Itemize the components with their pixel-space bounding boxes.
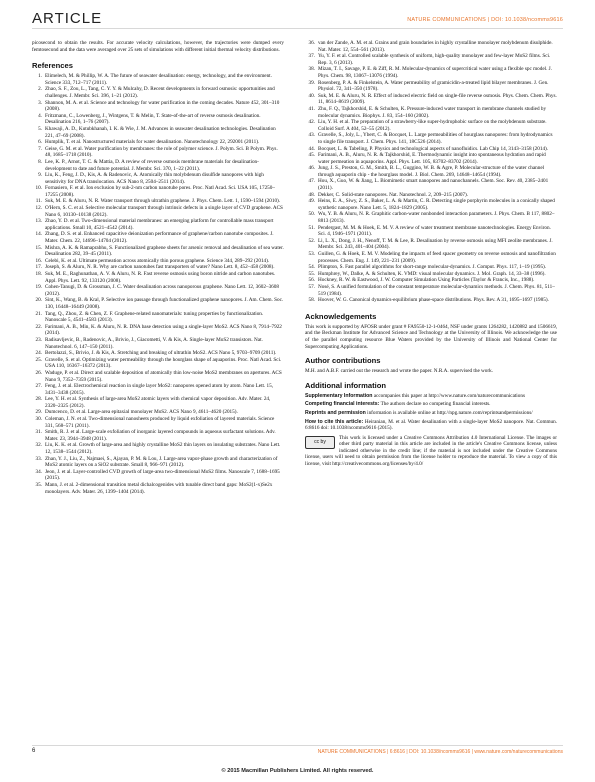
reference-number: 8.	[38, 158, 42, 165]
journal-header: NATURE COMMUNICATIONS | DOI: 10.1038/ncomms9616	[407, 17, 563, 23]
reference-item	[32, 416, 284, 429]
reference-item	[305, 225, 557, 238]
reference-text: Dekker, C. Solid-state nanopores. Nat. Nanotechnol. 2, 209–215 (2007).	[318, 191, 469, 198]
reference-text: Mishra, A. K. & Ramaprabhu, S. Functionalized graphene sheets for arsenic removal and desalination of sea water. Desalination 282, 39–45 (2011).	[45, 244, 284, 258]
reference-number: 4.	[38, 112, 42, 119]
reference-text: Guillen, G. & Hoek, E. M. V. Modeling the impacts of feed spacer geometry on reverse osmosis and nanofiltration processes. Chem. Eng. J. 149, 221–231 (2009).	[318, 251, 556, 264]
reference-item	[305, 146, 557, 153]
reference-text: Farimani, A. B., Aluru, N. R. & Tajkhorshid, E. Thermodynamic insight into spontaneous hydration and rapid water permeation in aquaporins. Appl. Phys. Lett. 105, 83702–83702 (2014).	[318, 152, 546, 165]
reference-item	[32, 231, 284, 244]
page-footer	[32, 745, 563, 765]
reference-item	[305, 284, 557, 297]
license-block	[305, 435, 557, 468]
reference-number: 11.	[35, 198, 42, 205]
reference-text: Zhao, S. F., Zou, L., Tang, C. Y. Y. & Mulcahy, D. Recent developments in forward osmosis: opportunities and challenges. J. Membr. Sci. 396, 1–21 (2012).	[45, 86, 275, 99]
reference-text: Bertolazzi, S., Brivio, J. & Kis, A. Stretching and breaking of ultrathin MoS2. ACS Nano 5, 9703–9709 (2011).	[45, 350, 277, 357]
reference-item	[305, 165, 557, 178]
reference-number: 58.	[308, 297, 315, 304]
reference-item	[32, 86, 284, 99]
reference-item	[32, 297, 284, 310]
reference-number: 21.	[35, 310, 42, 317]
reference-number: 17.	[35, 264, 42, 271]
reference-number: 18.	[35, 271, 42, 277]
reference-item	[305, 251, 557, 264]
reference-item	[32, 271, 284, 284]
reference-text: Heins, E. A., Siwy, Z. S., Baker, L. A. & Martin, C. R. Detecting single porphyrin molecules in a conically shaped synthetic nanopore. Nano Lett. 5, 1824–1829 (2005).	[318, 198, 555, 211]
reference-text: Lee, K. P., Arnot, T. C. & Mattia, D. A review of reverse osmosis membrane materials for desalination-development to date and future potential. J. Membr. Sci. 370, 1–22 (2011).	[45, 158, 259, 172]
reference-list-right	[305, 40, 557, 304]
reference-text: Suk, M. E., Raghunathan, A. V. & Aluru, N. R. Fast reverse osmosis using boron nitride and carbon nanotubes. Appl. Phys. Lett. 92, 133120 (2008).	[45, 271, 276, 284]
reference-item	[305, 40, 557, 53]
contributions-text: M.H. and A.B.F. carried out the research and wrote the paper. N.R.A. supervised the work.	[305, 368, 494, 375]
reference-item	[305, 119, 557, 132]
reference-number: 7.	[38, 145, 42, 152]
additional-info-label: Reprints and permission	[305, 409, 366, 416]
reference-item	[32, 370, 284, 383]
reference-number: 35.	[35, 482, 42, 488]
reference-number: 41.	[308, 105, 315, 112]
reference-number: 46.	[308, 165, 315, 172]
additional-info-item	[305, 419, 557, 432]
reference-text: Celebi, K. et al. Ultimate permeation across atomically thin porous graphene. Science 344, 289–292 (2014).	[45, 257, 270, 264]
reference-number: 40.	[308, 92, 315, 99]
reference-item	[305, 198, 557, 211]
reference-number: 30.	[35, 416, 42, 423]
reference-item	[32, 442, 284, 455]
reference-number: 5.	[38, 125, 42, 132]
reference-number: 19.	[35, 284, 42, 291]
acknowledgements-text: This work is supported by AFOSR under grant # FA9550-12-1-0464, NSF under grants 1264282, 1420882 and 1506619, and the Beckman Institute for Advanced Science and Technology at the University of Illinois. We acknowledge the use of the parallel computing resource Blue Waters provided by the University of Illinois and National Center for Supercomputing Applications.	[305, 323, 557, 350]
reference-item	[305, 192, 557, 199]
additional-info-item	[305, 401, 557, 408]
reference-item	[32, 146, 284, 159]
reference-text: Nosé, S. A unified formulation of the constant temperature molecular-dynamics methods. J. Chem. Phys. 81, 511–519 (1984).	[318, 283, 555, 297]
reference-item	[305, 152, 557, 165]
reference-text: Zhu, F. Q., Tajkhorshid, E. & Schulten, K. Pressure-induced water transport in membrane channels studied by molecular dynamics. Biophys. J. 83, 154–160 (2002).	[318, 105, 547, 119]
reference-item	[32, 383, 284, 396]
reference-number: 15.	[35, 244, 42, 251]
reference-number: 34.	[35, 468, 42, 475]
reference-item	[32, 324, 284, 337]
additional-info-text: accompanies this paper at http://www.nature.com/naturecommunications	[373, 392, 525, 399]
reference-number: 54.	[308, 264, 315, 271]
reference-text: Smith, R. J. et al. Large-scale exfoliation of inorganic layered compounds in aqueous surfactant solutions. Adv. Mater. 23, 3944–3948 (2011).	[45, 429, 276, 442]
reference-number: 48.	[308, 191, 315, 198]
reference-item	[305, 277, 557, 284]
reference-number: 36.	[308, 40, 315, 46]
reference-text: Mann, J. et al. 2-dimensional transition metal dichalcogenides with tunable direct band gaps: MoS2(1-x)Se2x monolayers. Adv. Mater. 26, 1399–1404 (2014).	[45, 482, 273, 495]
reference-number: 28.	[35, 396, 42, 403]
reference-number: 10.	[35, 185, 42, 192]
reference-number: 13.	[35, 218, 42, 225]
reference-text: Liu, K. K. et al. Growth of large-area and highly crystalline MoS2 thin layers on insulating substrates. Nano Lett. 12, 1538–1544 (2012).	[45, 442, 281, 456]
reference-text: Humplik, T. et al. Nanostructured materials for water desalination. Nanotechnology 22, 292001 (2011).	[45, 139, 260, 146]
reference-item	[32, 357, 284, 370]
reference-text: Gravelle, S., Joly, L., Ybert, C. & Bocquet, L. Large permeabilities of hourglass nanopores: from hydrodynamics to single file transport. J. Chem. Phys. 141, 18C526 (2014).	[318, 132, 553, 145]
reference-number: 27.	[35, 383, 42, 390]
reference-number: 14.	[35, 231, 42, 238]
footer-journal: NATURE COMMUNICATIONS | 6:8616 | DOI: 10.1038/ncomms9616 | www.nature.com/naturecommunications	[317, 749, 563, 755]
reference-text: Cohen-Tanugi, D. & Grossman, J. C. Water desalination across nanoporous graphene. Nano Lett. 12, 3602–3608 (2012).	[45, 284, 279, 297]
reference-item	[32, 185, 284, 198]
reference-text: Suk, M. E. & Aluru, N. R. Effect of induced electric field on single-file reverse osmosis. Phys. Chem. Chem. Phys. 11, 8614–8619 (2009).	[318, 92, 557, 106]
reference-number: 24.	[35, 350, 42, 357]
reference-text: O'Hern, S. C. et al. Selective molecular transport through intrinsic defects in a single layer of CVD graphene. ACS Nano 6, 10130–10138 (2012).	[45, 205, 283, 218]
references-heading: References	[32, 61, 73, 71]
reference-item	[32, 113, 284, 126]
reference-item	[305, 53, 557, 66]
reference-text: Bocquet, L. & Tabeling, P. Physics and technological aspects of nanofluidics. Lab Chip 14, 3143–3158 (2014).	[318, 145, 549, 152]
reference-text: Li, L. X., Dong, J. H., Nenoff, T. M. & Lee, R. Desalination by reverse osmosis using MFI zeolite membranes. J. Membr. Sci. 243, 401–404 (2004).	[318, 237, 553, 251]
reference-text: Feng, J. et al. Electrochemical reaction in single layer MoS2: nanopores opened atom by atom. Nano Lett. 15, 3431–3438 (2015).	[45, 383, 274, 396]
reference-text: Sint, K., Wang, B. & Kral, P. Selective ion passage through functionalized graphene nanopores. J. Am. Chem. Soc. 130, 16448–16449 (2008).	[45, 297, 284, 310]
reference-item	[32, 159, 284, 172]
reference-text: Zhao, Y. D. et al. Two-dimensional material membranes: an emerging platform for controllable mass transport applications. Small 10, 4521–4542 (2014).	[45, 218, 274, 231]
reference-number: 44.	[308, 145, 315, 152]
reference-item	[305, 178, 557, 191]
reference-text: Pendergast, M. M. & Hoek, E. M. V. A review of water treatment membrane nanotechnologies. Energy Environ. Sci. 4, 1946–1971 (2011).	[318, 224, 551, 238]
reference-number: 57.	[308, 283, 315, 290]
additional-info-item	[305, 410, 557, 417]
reference-text: Tang, Q., Zhou, Z. & Chen, Z. F. Graphene-related nanomaterials: tuning properties by functionalization. Nanoscale 5, 4541–4583 (2013).	[45, 310, 264, 324]
reference-number: 6.	[38, 139, 42, 146]
contributions-heading: Author contributions	[305, 356, 381, 366]
reference-text: Wu, Y. B. & Aluru, N. R. Graphitic carbon-water nonbonded interaction parameters. J. Phys. Chem. B 117, 8802–8813 (2013).	[318, 211, 555, 225]
reference-number: 56.	[308, 277, 315, 284]
reference-text: Dumcenco, D. et al. Large-area epitaxial monolayer MoS2. ACS Nano 9, 4611–4620 (2015).	[45, 409, 238, 416]
reference-number: 43.	[308, 132, 315, 139]
reference-item	[32, 350, 284, 357]
reference-number: 51.	[308, 224, 315, 231]
reference-text: Humphrey, W., Dalke, A. & Schulten, K. VMD: visual molecular dynamics. J. Mol. Graph. 14, 33–38 (1996).	[318, 270, 546, 277]
page-header	[32, 6, 563, 30]
reference-number: 29.	[35, 409, 42, 416]
reference-number: 22.	[35, 323, 42, 330]
reference-item	[32, 218, 284, 231]
reference-number: 42.	[308, 119, 315, 126]
reference-text: Fornasiero, F. et al. Ion exclusion by sub-2-nm carbon nanotube pores. Proc. Natl Acad. Sci. USA 105, 17250–17255 (2008).	[45, 185, 275, 198]
reference-text: Liu, Y. H. et al. The preparation of a strawberry-like super-hydrophobic surface on the molybdenum substrate. Colloid Surf. A 404, 52–55 (2012).	[318, 119, 547, 132]
reference-text: Joseph, S. & Aluru, N. R. Why are carbon nanotubes fast transporters of water? Nano Lett. 8, 452–458 (2008).	[45, 264, 275, 271]
reference-text: Hockney, R. W. & Eastwood, J. W. Computer Simulation Using Particles (Taylor & Francis, Inc., 1988).	[318, 277, 535, 284]
reference-item	[305, 80, 557, 93]
reference-text: Rosenberg, P. A. & Finkelstein, A. Water permeability of gramicidin-a-treated lipid bilayer membranes. J. Gen. Physiol. 72, 341–350 (1978).	[318, 79, 549, 93]
reference-text: Suk, M. E. & Aluru, N. R. Water transport through ultrathin graphene. J. Phys. Chem. Lett. 1, 1590–1594 (2010).	[45, 198, 281, 205]
reference-number: 47.	[308, 178, 315, 185]
reference-item	[32, 429, 284, 442]
additional-info-label: Competing financial interests:	[305, 401, 380, 408]
reference-number: 12.	[35, 205, 42, 212]
reference-item	[305, 66, 557, 79]
reference-text: Jung, J. S., Preston, G. M., Smith, B. L., Guggino, W. B. & Agre, P. Molecular-structure of the water channel through aquaporin chip - the hourglass model. J. Biol. Chem. 269, 14648–14654 (1994).	[318, 165, 545, 178]
additional-info-text: information is available online at http://npg.nature.com/reprintsandpermissions/	[367, 409, 533, 416]
reference-item	[32, 456, 284, 469]
reference-text: Hou, X., Guo, W. & Jiang, L. Biomimetic smart nanopores and nanochannels. Chem. Soc. Rev. 40, 2385–2401 (2011).	[318, 178, 549, 192]
reference-number: 31.	[35, 429, 42, 436]
reference-text: Zhan, Y. J., Liu, Z., Najmaei, S., Ajayan, P. M. & Lou, J. Large-area vapor-phase growth and characterization of MoS2 atomic layers on a SiO2 substrate. Small 8, 966–971 (2012).	[45, 455, 278, 469]
reference-number: 23.	[35, 336, 42, 343]
reference-text: Zhang, D. S. et al. Enhanced capacitive deionization performance of graphene/carbon nanotube composites. J. Mater. Chem. 22, 14696–14704 (2012).	[45, 231, 274, 245]
footer-rule	[32, 745, 563, 746]
reference-number: 2.	[38, 86, 42, 93]
additional-info-heading: Additional information	[305, 380, 386, 390]
reference-item	[32, 337, 284, 350]
reference-number: 49.	[308, 198, 315, 205]
reference-item	[32, 396, 284, 409]
reference-number: 3.	[38, 99, 42, 106]
reference-list-left	[32, 73, 284, 495]
reference-item	[32, 311, 284, 324]
reference-item	[32, 469, 284, 482]
reference-number: 52.	[308, 237, 315, 244]
additional-info-item	[305, 393, 557, 400]
reference-item	[32, 264, 284, 271]
reference-item	[305, 264, 557, 271]
reference-number: 45.	[308, 152, 315, 159]
cc-license-icon: cc by	[305, 436, 335, 449]
reference-number: 53.	[308, 251, 315, 257]
acknowledgements-heading: Acknowledgements	[305, 311, 377, 321]
reference-number: 1.	[38, 73, 42, 80]
reference-number: 50.	[308, 211, 315, 218]
reference-number: 26.	[35, 369, 42, 376]
reference-item	[305, 93, 557, 106]
additional-info-list	[305, 393, 557, 432]
reference-number: 38.	[308, 66, 315, 73]
reference-number: 20.	[35, 297, 42, 304]
section-label: ARTICLE	[32, 10, 103, 27]
reference-number: 55.	[308, 270, 315, 277]
reference-number: 32.	[35, 442, 42, 449]
additional-info-text: The authors declare no competing financial interests.	[380, 401, 491, 408]
reference-text: Plimpton, S. Fast parallel algorithms for short-range molecular-dynamics. J. Comput. Phys. 117, 1–19 (1995).	[318, 264, 547, 271]
reference-item	[305, 106, 557, 119]
reference-text: Farimani, A. B., Min, K. & Aluru, N. R. DNA base detection using a single-layer MoS2. ACS Nano 8, 7914–7922 (2014).	[45, 323, 282, 337]
reference-item	[305, 211, 557, 224]
reference-item	[32, 126, 284, 139]
additional-info-label: How to cite this article:	[305, 418, 364, 425]
reference-number: 9.	[38, 172, 42, 179]
reference-text: Hoover, W. G. Canonical dynamics-equilibrium phase-space distributions. Phys. Rev. A 31, 1695–1697 (1985).	[318, 297, 549, 304]
left-column	[32, 40, 284, 495]
intro-paragraph: picosecond to obtain the results. For accurate velocity calculations, however, the trajectories were dumped every femtosecond and the data were averaged over 25 sets of simulations with different initial thermal velocity distributions.	[32, 40, 284, 53]
reference-text: Fritzmann, C., Lowenberg, J., Wintgens, T. & Melin, T. State-of-the-art of reverse osmosis desalination. Desalination 216, 1–76 (2007).	[45, 112, 261, 126]
license-text: This work is licensed under a Creative Commons Attribution 4.0 International License. The images or other third party material in this article are included in the article's Creative Commons license, unless indicated otherwise in the credit line; if the material is not included under the Creative Commons license, users will need to obtain permission from the license holder to reproduce the material. To view a copy of this license, visit http://creativecommons.org/licenses/by/4.0/	[305, 434, 557, 468]
reference-item	[32, 205, 284, 218]
reference-number: 39.	[308, 79, 315, 86]
reference-item	[32, 172, 284, 185]
reference-item	[32, 245, 284, 258]
additional-info-label: Supplementary Information	[305, 392, 373, 399]
reference-text: Geise, G. M. et al. Water purification by membranes: the role of polymer science. J. Polym. Sci. B Polym. Phys. 48, 1685–1718 (2010).	[45, 145, 278, 159]
reference-text: Lee, Y. H. et al. Synthesis of large-area MoS2 atomic layers with chemical vapor deposition. Adv. Mater. 24, 2320–2325 (2012).	[45, 396, 271, 409]
reference-item	[32, 100, 284, 113]
reference-item	[32, 482, 284, 495]
reference-item	[32, 284, 284, 297]
reference-text: Khawaji, A. D., Kutubkhanah, I. K. & Wie, J. M. Advances in seawater desalination technologies. Desalination 221, 47–69 (2008).	[45, 125, 276, 139]
reference-number: 25.	[35, 356, 42, 363]
reference-number: 16.	[35, 257, 42, 264]
reference-text: Liu, K., Feng, J. D., Kis, A. & Radenovic, A. Atomically thin molybdenum disulfide nanopores with high sensitivity for DNA translocation. ACS Nano 8, 2504–2511 (2014).	[45, 172, 264, 185]
reference-text: Mizan, T. I., Savage, P. E. & Ziff, R. M. Molecular-dynamics of supercritical water using a flexible spc model. J. Phys. Chem. 98, 13067–13076 (1994).	[318, 66, 552, 79]
header-rule	[32, 28, 563, 29]
reference-text: Waduge, P. et al. Direct and scalable deposition of atomically thin low-noise MoS2 membranes on apertures. ACS Nano 9, 7352–7359 (2015).	[45, 369, 282, 383]
reference-text: Radisavljevic, B., Radenovic, A., Brivio, J., Giacometti, V. & Kis, A. Single-layer MoS2 transistors. Nat. Nanotechnol. 6, 147–150 (2011).	[45, 336, 263, 350]
reference-number: 37.	[308, 53, 315, 60]
reference-item	[305, 132, 557, 145]
reference-text: Elimelech, M. & Phillip, W. A. The future of seawater desalination: energy, technology, and the environment. Science 333, 712–717 (2011).	[45, 73, 272, 86]
reference-number: 33.	[35, 455, 42, 462]
reference-item	[32, 139, 284, 146]
reference-text: Coleman, J. N. et al. Two-dimensional nanosheets produced by liquid exfoliation of layered materials. Science 331, 568–571 (2011).	[45, 416, 275, 429]
reference-text: Yu, Y. F. et al. Controlled scalable synthesis of uniform, high-quality monolayer and few-layer MoS2 films. Sci. Rep. 3, 6 (2013).	[318, 53, 551, 66]
reference-item	[32, 73, 284, 86]
reference-text: Gravelle, S. et al. Optimizing water permeability through the hourglass shape of aquaporins. Proc. Natl Acad. Sci. USA 110, 16367–16372 (2013).	[45, 356, 282, 370]
page-number: 6	[32, 748, 36, 754]
reference-text: Shannon, M. A. et al. Science and technology for water purification in the coming decades. Nature 452, 301–310 (2008).	[45, 99, 280, 113]
reference-item	[305, 238, 557, 251]
reference-text: van der Zande, A. M. et al. Grains and grain boundaries in highly crystalline monolayer molybdenum disulphide. Nat. Mater. 12, 554–561 (2013).	[318, 40, 553, 53]
right-column	[305, 40, 557, 470]
reference-text: Jeon, J. et al. Layer-controlled CVD growth of large-area two-dimensional MoS2 films. Nanoscale 7, 1688–1695 (2015).	[45, 468, 280, 482]
additional-info-text: Heiranian, M. et al. Water desalination with a single-layer MoS2 nanopore. Nat. Commun. 6:8616 doi: 10.1038/ncomms9616 (2015).	[305, 418, 558, 432]
reference-item	[305, 297, 557, 304]
copyright-notice: © 2015 Macmillan Publishers Limited. All rights reserved.	[221, 768, 374, 774]
